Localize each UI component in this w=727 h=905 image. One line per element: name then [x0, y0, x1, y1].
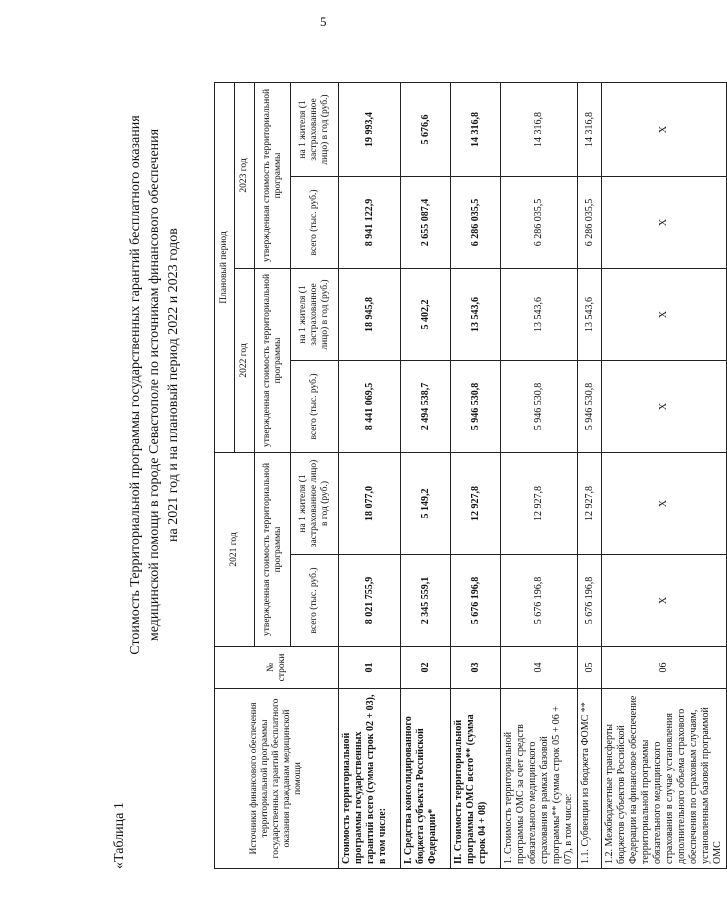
header-per-resident: на 1 жителя (1 застрахованное лицо) в год (руб.) [291, 268, 339, 360]
cost-table [214, 82, 727, 869]
cell-value: 13 543,6 [578, 268, 602, 360]
header-per-resident: на 1 жителя (1 застрахованное лицо) в год (руб.) [291, 452, 339, 554]
row-number: 02 [401, 647, 451, 689]
cell-value: 2 494 538,7 [401, 360, 451, 452]
table-row [451, 82, 501, 868]
cell-value: X [602, 268, 727, 360]
cell-value: 14 316,8 [578, 82, 602, 176]
cell-value: 8 021 755,9 [339, 555, 401, 647]
cell-value: 14 316,8 [501, 82, 578, 176]
cell-value: X [602, 555, 727, 647]
row-number: 06 [602, 647, 727, 689]
cell-value: 5 946 530,8 [578, 360, 602, 452]
cell-value: X [602, 176, 727, 268]
row-label: 1.2. Межбюджетные трансферты бюджетов субъектов Российской Федерации на финансовое обеспечение территориальной программы обязательного медицинского страхования в случае установления дополнительного объема страхового обеспечения по страховым случаям, установленным базовой программой ОМС [602, 689, 727, 869]
cell-value: 6 286 035,5 [451, 176, 501, 268]
cell-value: 8 941 122,9 [339, 176, 401, 268]
cell-value: 5 676,6 [401, 82, 451, 176]
cell-value: 5 149,2 [401, 452, 451, 554]
table-row [602, 82, 727, 868]
table-row [401, 82, 451, 868]
header-approved-cost: утвержденная стоимость территориальной программы [255, 452, 291, 646]
row-number: 01 [339, 647, 401, 689]
cell-value: 6 286 035,5 [501, 176, 578, 268]
table-title [126, 35, 183, 735]
header-year-2023: 2023 год [235, 82, 255, 268]
cell-value: 13 543,6 [501, 268, 578, 360]
cell-value: 12 927,8 [451, 452, 501, 554]
cell-value: 5 946 530,8 [501, 360, 578, 452]
header-per-resident: на 1 жителя (1 застрахованное лицо) в год (руб.) [291, 82, 339, 176]
row-number: 04 [501, 647, 578, 689]
header-source: Источники финансового обеспечения территориальной программы государственных гарантий бесплатного оказания гражданам медицинской помощи [215, 689, 339, 869]
title-line: Стоимость Территориальной программы государственных гарантий бесплатного оказания [128, 115, 143, 655]
cell-value: X [602, 452, 727, 554]
cell-value: 18 945,8 [339, 268, 401, 360]
cell-value: 18 077,0 [339, 452, 401, 554]
cell-value: 2 345 559,1 [401, 555, 451, 647]
cell-value: 6 286 035,5 [578, 176, 602, 268]
header-total: всего (тыс. руб.) [291, 360, 339, 452]
cell-value: X [602, 360, 727, 452]
cell-value: 13 543,6 [451, 268, 501, 360]
cell-value: 14 316,8 [451, 82, 501, 176]
table-label: «Таблица 1 [112, 802, 127, 869]
header-row-number: № строки [215, 647, 339, 689]
cell-value: 5 676 196,8 [501, 555, 578, 647]
title-line: на 2021 год и на плановый период 2022 и 2023 годов [166, 228, 181, 542]
header-total: всего (тыс. руб.) [291, 555, 339, 647]
header-approved-cost: утвержденная стоимость территориальной программы [255, 82, 291, 268]
cell-value: 2 655 087,4 [401, 176, 451, 268]
title-line: медицинской помощи в городе Севастополе по источникам финансового обеспечения [147, 128, 162, 642]
header-year-2021: 2021 год [215, 452, 255, 646]
row-label: II. Стоимость территориальной программы ОМС всего** (сумма строк 04 + 08) [451, 689, 501, 869]
table-row [578, 82, 602, 868]
cell-value: X [602, 82, 727, 176]
page-number: 5 [320, 14, 327, 29]
cell-value: 5 676 196,8 [578, 555, 602, 647]
row-number: 05 [578, 647, 602, 689]
row-label: 1.1. Субвенции из бюджета ФОМС ** [578, 689, 602, 869]
cell-value: 5 676 196,8 [451, 555, 501, 647]
table-row [501, 82, 578, 868]
cell-value: 5 946 530,8 [451, 360, 501, 452]
row-number: 03 [451, 647, 501, 689]
cell-value: 19 993,4 [339, 82, 401, 176]
cell-value: 12 927,8 [501, 452, 578, 554]
cell-value: 8 441 069,5 [339, 360, 401, 452]
header-planned-period: Плановый период [215, 82, 235, 452]
header-approved-cost: утвержденная стоимость территориальной программы [255, 268, 291, 452]
cell-value: 12 927,8 [578, 452, 602, 554]
header-year-2022: 2022 год [235, 268, 255, 452]
row-label: Стоимость территориальной программы государственных гарантий всего (сумма строк 02 + 03), в том числе: [339, 689, 401, 869]
row-label: I. Средства консолидированного бюджета субъекта Российской Федерации* [401, 689, 451, 869]
row-label: 1. Стоимость территориальной программы ОМС за счет средств обязательного медицинского страхования в рамках базовой программы** (сумма строк 05 + 06 + 07), в том числе: [501, 689, 578, 869]
table-row [339, 82, 401, 868]
header-total: всего (тыс. руб.) [291, 176, 339, 268]
cell-value: 5 402,2 [401, 268, 451, 360]
